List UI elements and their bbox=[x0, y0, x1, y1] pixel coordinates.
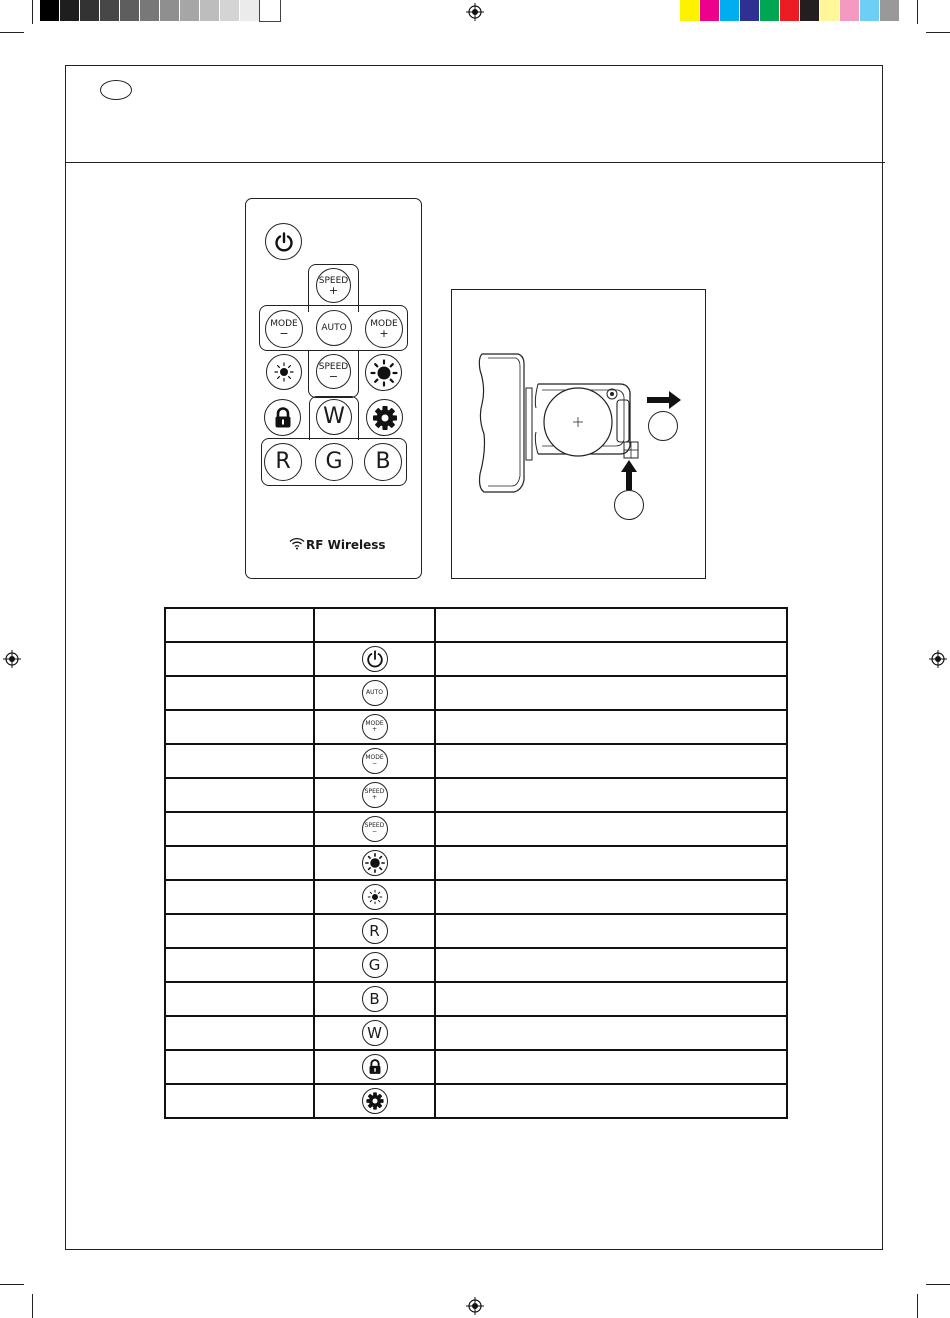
crop-mark bbox=[0, 1284, 24, 1285]
icon-label: AUTO bbox=[366, 689, 383, 696]
step-2-marker bbox=[614, 490, 644, 520]
sun-small-icon bbox=[272, 360, 296, 384]
crop-mark bbox=[32, 1294, 33, 1318]
button-icon-cell bbox=[314, 676, 435, 710]
lock-icon bbox=[272, 406, 294, 430]
table-row bbox=[165, 642, 787, 676]
table-header-row bbox=[165, 608, 787, 642]
table-row bbox=[165, 914, 787, 948]
function-name-cell bbox=[165, 1084, 314, 1118]
auto-label: AUTO bbox=[321, 323, 347, 333]
description-cell bbox=[435, 744, 787, 778]
crop-mark bbox=[926, 1284, 950, 1285]
color-swatch bbox=[780, 0, 800, 21]
color-swatch bbox=[760, 0, 780, 21]
white-button[interactable] bbox=[316, 399, 352, 435]
description-cell bbox=[435, 710, 787, 744]
button-icon-cell bbox=[314, 642, 435, 676]
red-icon bbox=[362, 918, 388, 944]
speed-down-sign: − bbox=[328, 369, 339, 383]
auto-icon bbox=[362, 680, 388, 706]
table-row bbox=[165, 1050, 787, 1084]
header-cell bbox=[165, 608, 314, 642]
button-icon-cell bbox=[314, 778, 435, 812]
color-swatch bbox=[180, 0, 200, 21]
speed-down-button[interactable] bbox=[316, 354, 351, 389]
crop-mark bbox=[32, 0, 33, 24]
description-cell bbox=[435, 676, 787, 710]
button-icon-cell bbox=[314, 982, 435, 1016]
color-swatch bbox=[80, 0, 100, 21]
button-icon-cell bbox=[314, 880, 435, 914]
icon-label: R bbox=[369, 921, 380, 940]
color-swatch bbox=[260, 0, 280, 21]
blue-label: B bbox=[375, 449, 391, 474]
table-row bbox=[165, 982, 787, 1016]
green-label: G bbox=[325, 449, 343, 474]
icon-label: SPEED bbox=[364, 788, 385, 795]
mode-up-sign: + bbox=[379, 327, 389, 340]
description-cell bbox=[435, 812, 787, 846]
registration-target-icon bbox=[466, 1297, 484, 1315]
mode-minus-icon bbox=[362, 748, 388, 774]
power-button[interactable] bbox=[265, 223, 302, 260]
function-name-cell bbox=[165, 948, 314, 982]
brightness-up-button[interactable] bbox=[365, 354, 402, 391]
function-name-cell bbox=[165, 846, 314, 880]
gear-icon bbox=[371, 404, 399, 432]
button-icon-cell bbox=[314, 1050, 435, 1084]
header-divider bbox=[65, 162, 885, 163]
button-icon-cell bbox=[314, 914, 435, 948]
function-name-cell bbox=[165, 778, 314, 812]
color-swatch bbox=[740, 0, 760, 21]
icon-label: MODE bbox=[365, 754, 384, 761]
arrow-up-icon bbox=[621, 460, 637, 490]
color-swatch bbox=[240, 0, 260, 21]
power-icon bbox=[362, 646, 388, 672]
red-button[interactable] bbox=[264, 443, 302, 481]
icon-sign: + bbox=[371, 726, 378, 733]
gear-icon bbox=[362, 1088, 388, 1114]
function-name-cell bbox=[165, 1016, 314, 1050]
button-icon-cell bbox=[314, 744, 435, 778]
speed-up-label: SPEED bbox=[318, 275, 349, 286]
icon-sign: − bbox=[371, 828, 378, 835]
icon-sign: + bbox=[371, 794, 378, 801]
color-swatch bbox=[880, 0, 900, 21]
mode-plus-icon bbox=[362, 714, 388, 740]
color-swatch bbox=[680, 0, 700, 21]
header-cell bbox=[435, 608, 787, 642]
color-swatches bbox=[680, 0, 900, 22]
power-icon bbox=[273, 231, 295, 253]
language-badge bbox=[100, 80, 132, 100]
function-name-cell bbox=[165, 1050, 314, 1084]
crop-mark bbox=[917, 0, 918, 24]
registration-target-icon bbox=[929, 650, 947, 668]
speed-down-label: SPEED bbox=[318, 361, 349, 372]
table-row bbox=[165, 710, 787, 744]
button-icon-cell bbox=[314, 1084, 435, 1118]
mode-up-button[interactable] bbox=[365, 310, 403, 348]
table-row bbox=[165, 676, 787, 710]
function-name-cell bbox=[165, 676, 314, 710]
description-cell bbox=[435, 1016, 787, 1050]
auto-button[interactable] bbox=[316, 310, 352, 346]
color-swatch bbox=[200, 0, 220, 21]
rf-wireless-label: RF Wireless bbox=[306, 538, 386, 552]
white-icon bbox=[362, 1020, 388, 1046]
blue-icon bbox=[362, 986, 388, 1012]
sun-large-icon bbox=[369, 358, 399, 388]
sun-large-icon bbox=[362, 850, 388, 876]
button-icon-cell bbox=[314, 812, 435, 846]
table-row bbox=[165, 846, 787, 880]
function-table bbox=[164, 607, 788, 1119]
function-name-cell bbox=[165, 914, 314, 948]
crop-mark bbox=[0, 32, 24, 33]
color-swatch bbox=[800, 0, 820, 21]
green-button[interactable] bbox=[315, 443, 353, 481]
green-icon bbox=[362, 952, 388, 978]
color-swatch bbox=[100, 0, 120, 21]
description-cell bbox=[435, 846, 787, 880]
registration-target-icon bbox=[466, 3, 484, 21]
color-swatch bbox=[720, 0, 740, 21]
function-name-cell bbox=[165, 812, 314, 846]
speed-up-sign: + bbox=[328, 283, 339, 297]
color-swatch bbox=[140, 0, 160, 21]
description-cell bbox=[435, 1084, 787, 1118]
table-row bbox=[165, 812, 787, 846]
color-swatch bbox=[700, 0, 720, 21]
settings-button[interactable] bbox=[366, 399, 403, 436]
table-row bbox=[165, 880, 787, 914]
button-icon-cell bbox=[314, 948, 435, 982]
function-name-cell bbox=[165, 710, 314, 744]
icon-label: G bbox=[368, 955, 381, 974]
function-name-cell bbox=[165, 880, 314, 914]
speed-minus-icon bbox=[362, 816, 388, 842]
lock-button[interactable] bbox=[264, 399, 301, 436]
color-swatch bbox=[860, 0, 880, 21]
step-1-marker bbox=[648, 411, 678, 441]
color-swatch bbox=[840, 0, 860, 21]
table-row bbox=[165, 744, 787, 778]
color-swatch bbox=[60, 0, 80, 21]
color-swatch bbox=[120, 0, 140, 21]
description-cell bbox=[435, 914, 787, 948]
table-row bbox=[165, 1016, 787, 1050]
table-row bbox=[165, 1084, 787, 1118]
mode-up-label: MODE bbox=[370, 319, 398, 329]
icon-label: MODE bbox=[365, 720, 384, 727]
blue-button[interactable] bbox=[364, 443, 402, 481]
mode-down-button[interactable] bbox=[265, 310, 303, 348]
table-row bbox=[165, 948, 787, 982]
brightness-down-button[interactable] bbox=[266, 354, 302, 390]
icon-label: B bbox=[369, 989, 380, 1008]
description-cell bbox=[435, 982, 787, 1016]
description-cell bbox=[435, 880, 787, 914]
button-icon-cell bbox=[314, 710, 435, 744]
mode-down-label: MODE bbox=[270, 319, 298, 329]
function-name-cell bbox=[165, 982, 314, 1016]
crop-mark bbox=[917, 1294, 918, 1318]
color-swatch bbox=[160, 0, 180, 21]
red-label: R bbox=[275, 449, 291, 474]
table-row bbox=[165, 778, 787, 812]
wifi-icon bbox=[288, 536, 306, 550]
sun-small-icon bbox=[362, 884, 388, 910]
lock-icon bbox=[362, 1054, 388, 1080]
description-cell bbox=[435, 642, 787, 676]
description-cell bbox=[435, 948, 787, 982]
description-cell bbox=[435, 778, 787, 812]
icon-sign: − bbox=[371, 760, 378, 767]
function-name-cell bbox=[165, 642, 314, 676]
color-swatch bbox=[40, 0, 60, 21]
color-swatch bbox=[820, 0, 840, 21]
speed-plus-icon bbox=[362, 782, 388, 808]
function-name-cell bbox=[165, 744, 314, 778]
white-label: W bbox=[323, 404, 345, 429]
button-icon-cell bbox=[314, 1016, 435, 1050]
button-icon-cell bbox=[314, 846, 435, 880]
arrow-right-icon bbox=[647, 391, 683, 409]
mode-down-sign: − bbox=[279, 327, 289, 340]
grayscale-swatches bbox=[40, 0, 280, 22]
icon-label: SPEED bbox=[364, 822, 385, 829]
icon-label: W bbox=[367, 1023, 382, 1042]
description-cell bbox=[435, 1050, 787, 1084]
speed-up-button[interactable] bbox=[316, 268, 351, 303]
registration-target-icon bbox=[3, 650, 21, 668]
color-swatch bbox=[220, 0, 240, 21]
crop-mark bbox=[926, 32, 950, 33]
header-cell bbox=[314, 608, 435, 642]
